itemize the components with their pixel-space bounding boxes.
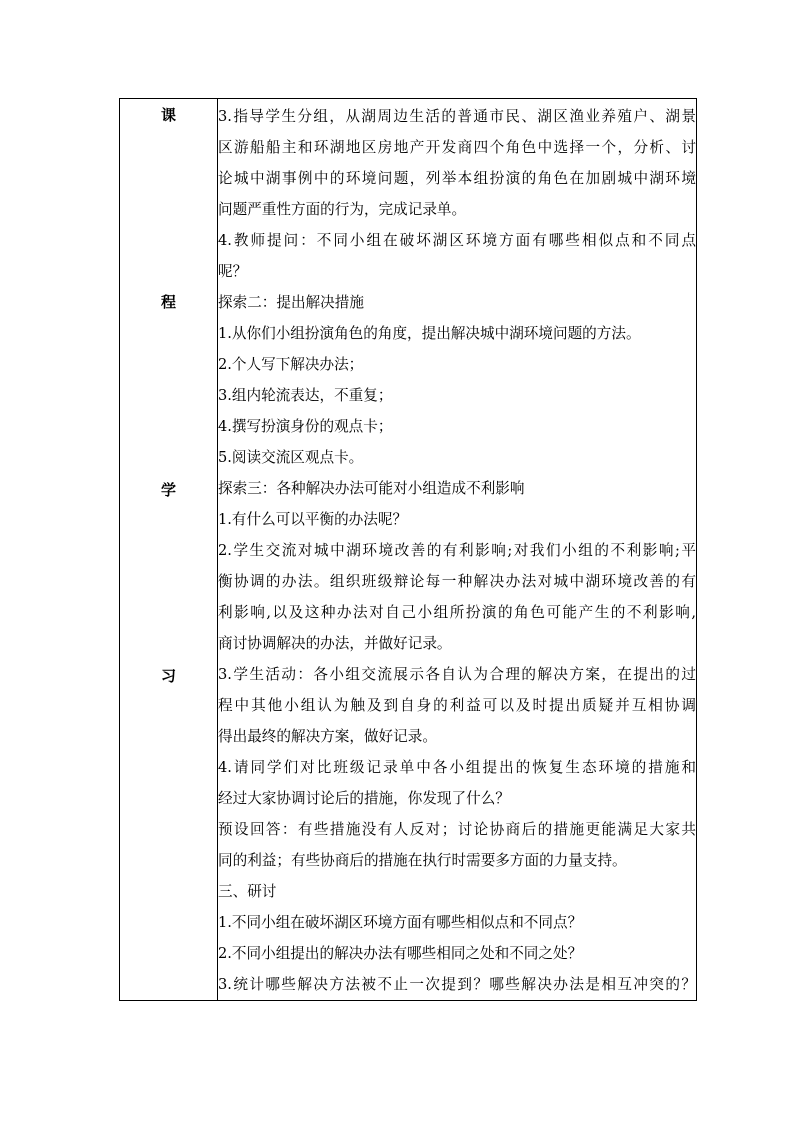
content-line: 5.阅读交流区观点卡。 bbox=[218, 449, 364, 466]
lesson-table bbox=[119, 98, 697, 1001]
section-heading: 探索二：提出解决措施 bbox=[218, 294, 364, 311]
content-line: 2.学生交流对城中湖环境改善的有利影响;对我们小组的不利影响;平 bbox=[218, 542, 696, 559]
content-line: 商讨协调解决的办法，并做好记录。 bbox=[218, 635, 452, 652]
content-line: 得出最终的解决方案，做好记录。 bbox=[218, 728, 437, 745]
content-line: 2.个人写下解决办法； bbox=[218, 356, 364, 373]
side-label-ke: 课 bbox=[160, 106, 176, 124]
content-line: 经过大家协调讨论后的措施，你发现了什么？ bbox=[218, 790, 510, 807]
content-line: 程中其他小组认为触及到自身的利益可以及时提出质疑并互相协调 bbox=[218, 697, 696, 714]
section-heading: 探索三：各种解决办法可能对小组造成不利影响 bbox=[218, 480, 525, 497]
content-line: 论城中湖事例中的环境问题，列举本组扮演的角色在加剧城中湖环境 bbox=[218, 170, 696, 187]
content-line: 1.从你们小组扮演角色的角度，提出解决城中湖环境问题的方法。 bbox=[218, 325, 641, 342]
content-line: 问题严重性方面的行为，完成记录单。 bbox=[218, 201, 467, 218]
content-line: 4.撰写扮演身份的观点卡； bbox=[218, 418, 393, 435]
content-line: 3.学生活动：各小组交流展示各自认为合理的解决方案，在提出的过 bbox=[218, 666, 696, 683]
process-label-column bbox=[120, 99, 217, 1000]
side-label-xi: 习 bbox=[160, 667, 176, 685]
content-line: 预设回答：有些措施没有人反对；讨论协商后的措施更能满足大家共 bbox=[218, 821, 696, 838]
content-line: 1.不同小组在破坏湖区环境方面有哪些相似点和不同点？ bbox=[218, 914, 583, 931]
content-line: 同的利益；有些协商后的措施在执行时需要多方面的力量支持。 bbox=[218, 852, 627, 869]
section-heading: 三、研讨 bbox=[218, 883, 277, 900]
side-label-xue: 学 bbox=[160, 481, 176, 499]
content-line: 呢？ bbox=[218, 263, 248, 280]
lesson-content bbox=[218, 101, 696, 1000]
side-label-cheng: 程 bbox=[160, 293, 176, 311]
content-line: 3.统计哪些解决方法被不止一次提到？哪些解决办法是相互冲突的？ bbox=[218, 976, 696, 993]
content-line: 衡协调的办法。组织班级辩论每一种解决办法对城中湖环境改善的有 bbox=[218, 573, 696, 590]
content-line: 4.教师提问：不同小组在破坏湖区环境方面有哪些相似点和不同点 bbox=[218, 232, 696, 249]
content-line: 利影响,以及这种办法对自己小组所扮演的角色可能产生的不利影响, bbox=[218, 604, 696, 621]
content-line: 3.指导学生分组，从湖周边生活的普通市民、湖区渔业养殖户、湖景 bbox=[218, 108, 696, 125]
content-line: 3.组内轮流表达，不重复； bbox=[218, 387, 393, 404]
content-line: 2.不同小组提出的解决办法有哪些相同之处和不同之处？ bbox=[218, 945, 583, 962]
content-line: 4.请同学们对比班级记录单中各小组提出的恢复生态环境的措施和 bbox=[218, 759, 696, 776]
content-line: 区游船船主和环湖地区房地产开发商四个角色中选择一个，分析、讨 bbox=[218, 139, 696, 156]
content-line: 1.有什么可以平衡的办法呢？ bbox=[218, 511, 408, 528]
